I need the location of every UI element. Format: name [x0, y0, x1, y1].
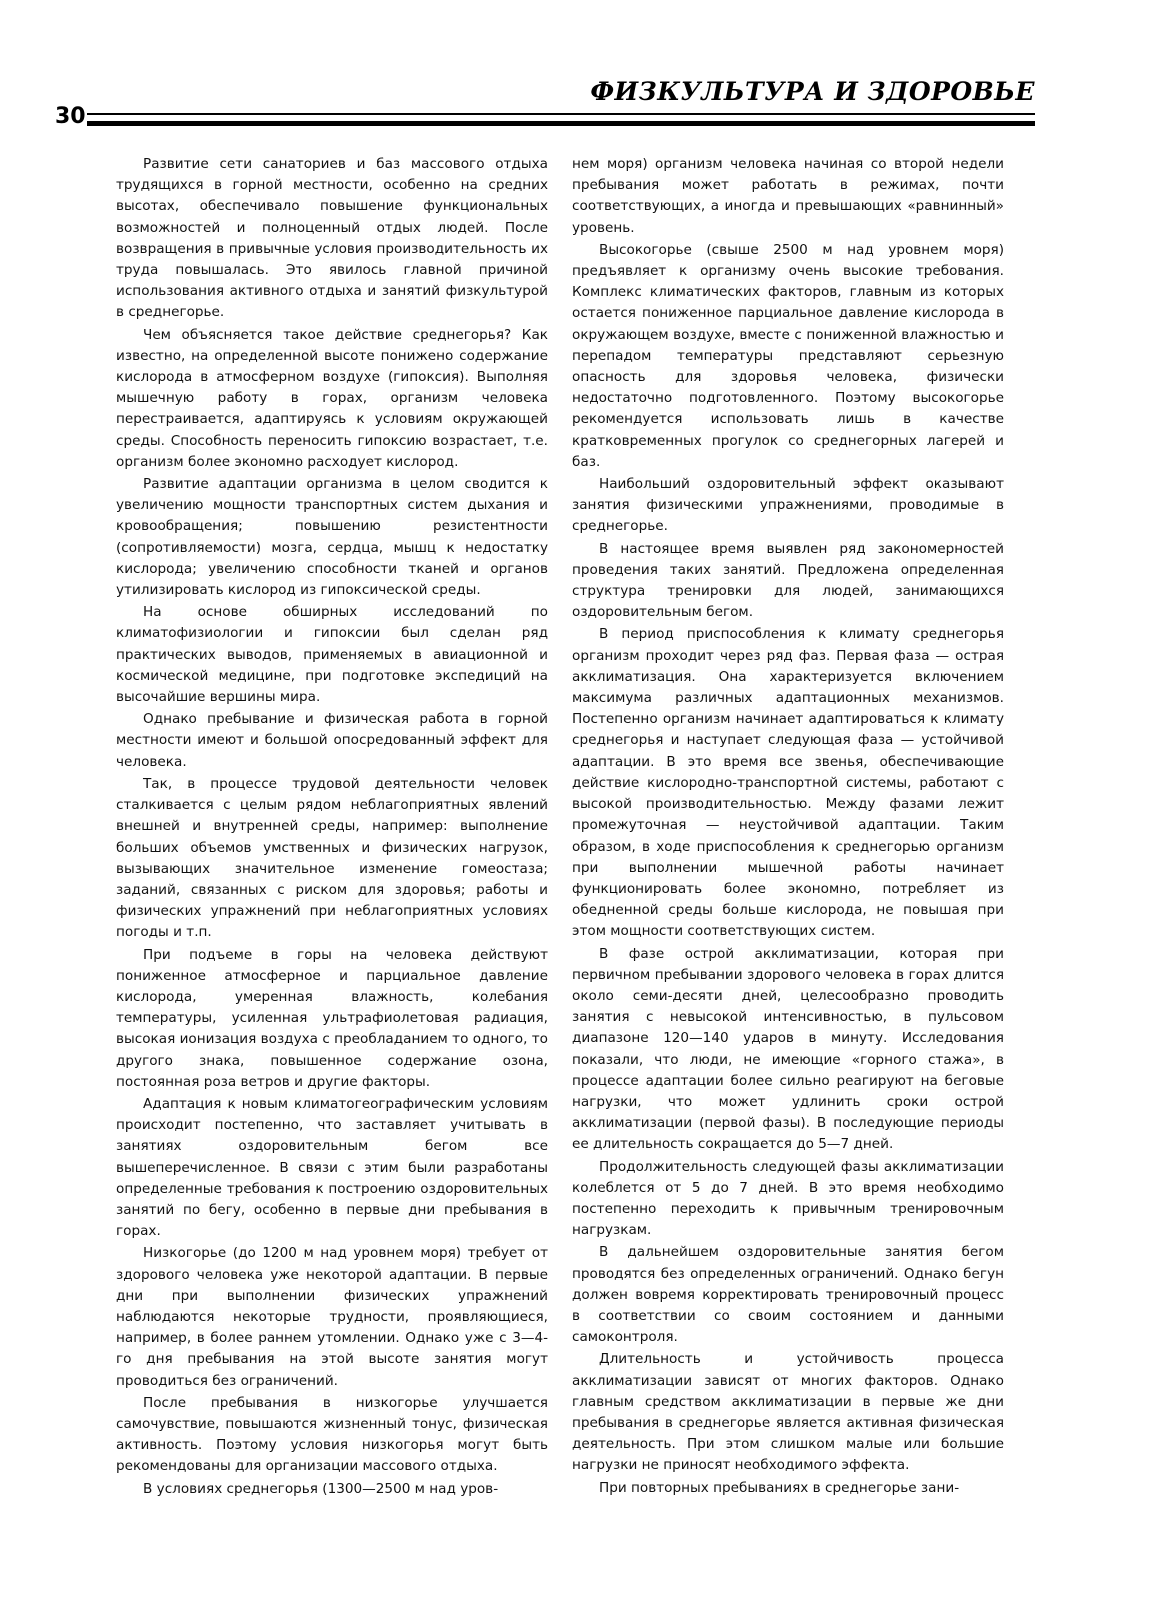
paragraph: Чем объясняется такое действие среднегорья? Как известно, на определенной высоте понижено содержание кислорода в атмосферном воздухе (гипоксия). Выполняя мышечную работу в горах, организм человека перестраивается, адаптируясь к условиям окружающей среды. Способность переносить гипоксию возрастает, т.е. организм более экономно расходует кислород.	[116, 326, 548, 470]
paragraph: В период приспособления к климату среднегорья организм проходит через ряд фаз. Первая фаза — острая акклиматизация. Она характеризуется включением максимума различных адаптационных механизмов. Постепенно организм начинает адаптироваться к климату среднегорья и наступает следующая фаза — устойчивой адаптации. В это время все звенья, обеспечивающие действие кислородно-транспортной системы, работают с высокой производительностью. Между фазами лежит промежуточная — неустойчивой адаптации. Таким образом, в ходе приспособления к среднегорью организм при выполнении мышечной работы начинает функционировать более экономно, потребляет из обедненной среды больше кислорода, не повышая при этом мощности соответствующих систем.	[572, 626, 1004, 940]
paragraph: В фазе острой акклиматизации, которая при первичном пребывании здорового человека в горах длится около семи-десяти дней, целесообразно проводить занятия с невысокой интенсивностью, в пульсовом диапазоне 120—140 ударов в минуту. Исследования показали, что люди, не имеющие «горного стажа», в процессе адаптации более сильно реагируют на беговые нагрузки, что может удлинить сроки острой акклиматизации (первой фазы). В последующие периоды ее длительность сокращается до 5—7 дней.	[572, 945, 1004, 1153]
right-column	[572, 154, 1004, 1500]
paragraph: На основе обширных исследований по климатофизиологии и гипоксии был сделан ряд практических выводов, применяемых в авиационной и космической медицине, при подготовке экспедиций на высочайшие вершины мира.	[116, 604, 548, 706]
paragraph: Наибольший оздоровительный эффект оказывают занятия физическими упражнениями, проводимые в среднегорье.	[572, 476, 1004, 535]
running-title: ФИЗКУЛЬТУРА И ЗДОРОВЬЕ	[590, 77, 1035, 106]
header-rule-thin	[87, 113, 1035, 115]
paragraph: Высокогорье (свыше 2500 м над уровнем моря) предъявляет к организму очень высокие требования. Комплекс климатических факторов, главным из которых остается пониженное парциальное давление кислорода в окружающем воздухе, вместе с пониженной влажностью и перепадом температуры представляют серьезную опасность для здоровья человека, физически недостаточно подготовленного. Поэтому высокогорье рекомендуется использовать лишь в качестве кратковременных прогулок со среднегорных лагерей и баз.	[572, 241, 1004, 470]
paragraph: В дальнейшем оздоровительные занятия бегом проводятся без определенных ограничений. Однако бегун должен вовремя корректировать тренировочный процесс в соответствии со своим состоянием и данными самоконтроля.	[572, 1244, 1004, 1346]
header-rule-thick	[87, 121, 1035, 126]
paragraph: При подъеме в горы на человека действуют пониженное атмосферное и парциальное давление кислорода, умеренная влажность, колебания температуры, усиленная ультрафиолетовая радиация, высокая ионизация воздуха с преобладанием то одного, то другого знака, повышенное содержание озона, постоянная роза ветров и другие факторы.	[116, 946, 548, 1090]
page-header	[55, 78, 1035, 134]
paragraph: Развитие адаптации организма в целом сводится к увеличению мощности транспортных систем дыхания и кровообращения; повышению резистентности (сопротивляемости) мозга, сердца, мышц к недостатку кислорода; увеличению способности тканей и органов утилизировать кислород из гипоксической среды.	[116, 476, 548, 599]
paragraph: Длительность и устойчивость процесса акклиматизации зависят от многих факторов. Однако главным средством акклиматизации в первые же дни пребывания в среднегорье является активная физическая деятельность. При этом слишком малые или большие нагрузки не приносят необходимого эффекта.	[572, 1351, 1004, 1474]
paragraph: Однако пребывание и физическая работа в горной местности имеют и большой опосредованный эффект для человека.	[116, 711, 548, 770]
paragraph: В условиях среднегорья (1300—2500 м над уров-	[143, 1480, 499, 1497]
paragraph: После пребывания в низкогорье улучшается самочувствие, повышаются жизненный тонус, физическая активность. Поэтому условия низкогорья могут быть рекомендованы для организации массового отдыха.	[116, 1394, 548, 1475]
paragraph: В настоящее время выявлен ряд закономерностей проведения таких занятий. Предложена определенная структура тренировки для людей, занимающихся оздоровительным бегом.	[572, 540, 1004, 621]
paragraph-continuation: нем моря) организм человека начиная со второй недели пребывания может работать в режимах, почти соответствующих, а иногда и превышающих «равнинный» уровень.	[572, 156, 1004, 236]
paragraph: При повторных пребываниях в среднегорье зани-	[599, 1479, 960, 1496]
paragraph: Адаптация к новым климатогеографическим условиям происходит постепенно, что заставляет учитывать в занятиях оздоровительным бегом все вышеперечисленное. В связи с этим были разработаны определенные требования к построению оздоровительных занятий по бегу, особенно в первые дни пребывания в горах.	[116, 1095, 548, 1240]
paragraph: Низкогорье (до 1200 м над уровнем моря) требует от здорового человека уже некоторой адаптации. В первые дни при выполнении физических упражнений наблюдаются некоторые трудности, проявляющиеся, например, в более раннем утомлении. Однако уже с 3—4-го дня пребывания на этой высоте занятия могут проводиться без ограничений.	[116, 1245, 548, 1389]
paragraph: Продолжительность следующей фазы акклиматизации колеблется от 5 до 7 дней. В это время необходимо постепенно переходить к привычным тренировочным нагрузкам.	[572, 1158, 1004, 1239]
page-number: 30	[55, 104, 86, 129]
left-column	[116, 154, 548, 1501]
paragraph: Так, в процессе трудовой деятельности человек сталкивается с целым рядом неблагоприятных явлений внешней и внутренней среды, например: выполнение больших объемов умственных и физических нагрузок, вызывающих значительное изменение гомеостаза; заданий, связанных с риском для здоровья; работы и физических упражнений при неблагоприятных условиях погоды и т.п.	[116, 775, 548, 941]
paragraph: Развитие сети санаториев и баз массового отдыха трудящихся в горной местности, особенно на средних высотах, обеспечивало повышение функциональных возможностей и полноценный отдых людей. После возвращения в привычные условия производительность их труда повышалась. Это явилось главной причиной использования активного отдыха и занятий физкультурой в среднегорье.	[116, 156, 548, 321]
